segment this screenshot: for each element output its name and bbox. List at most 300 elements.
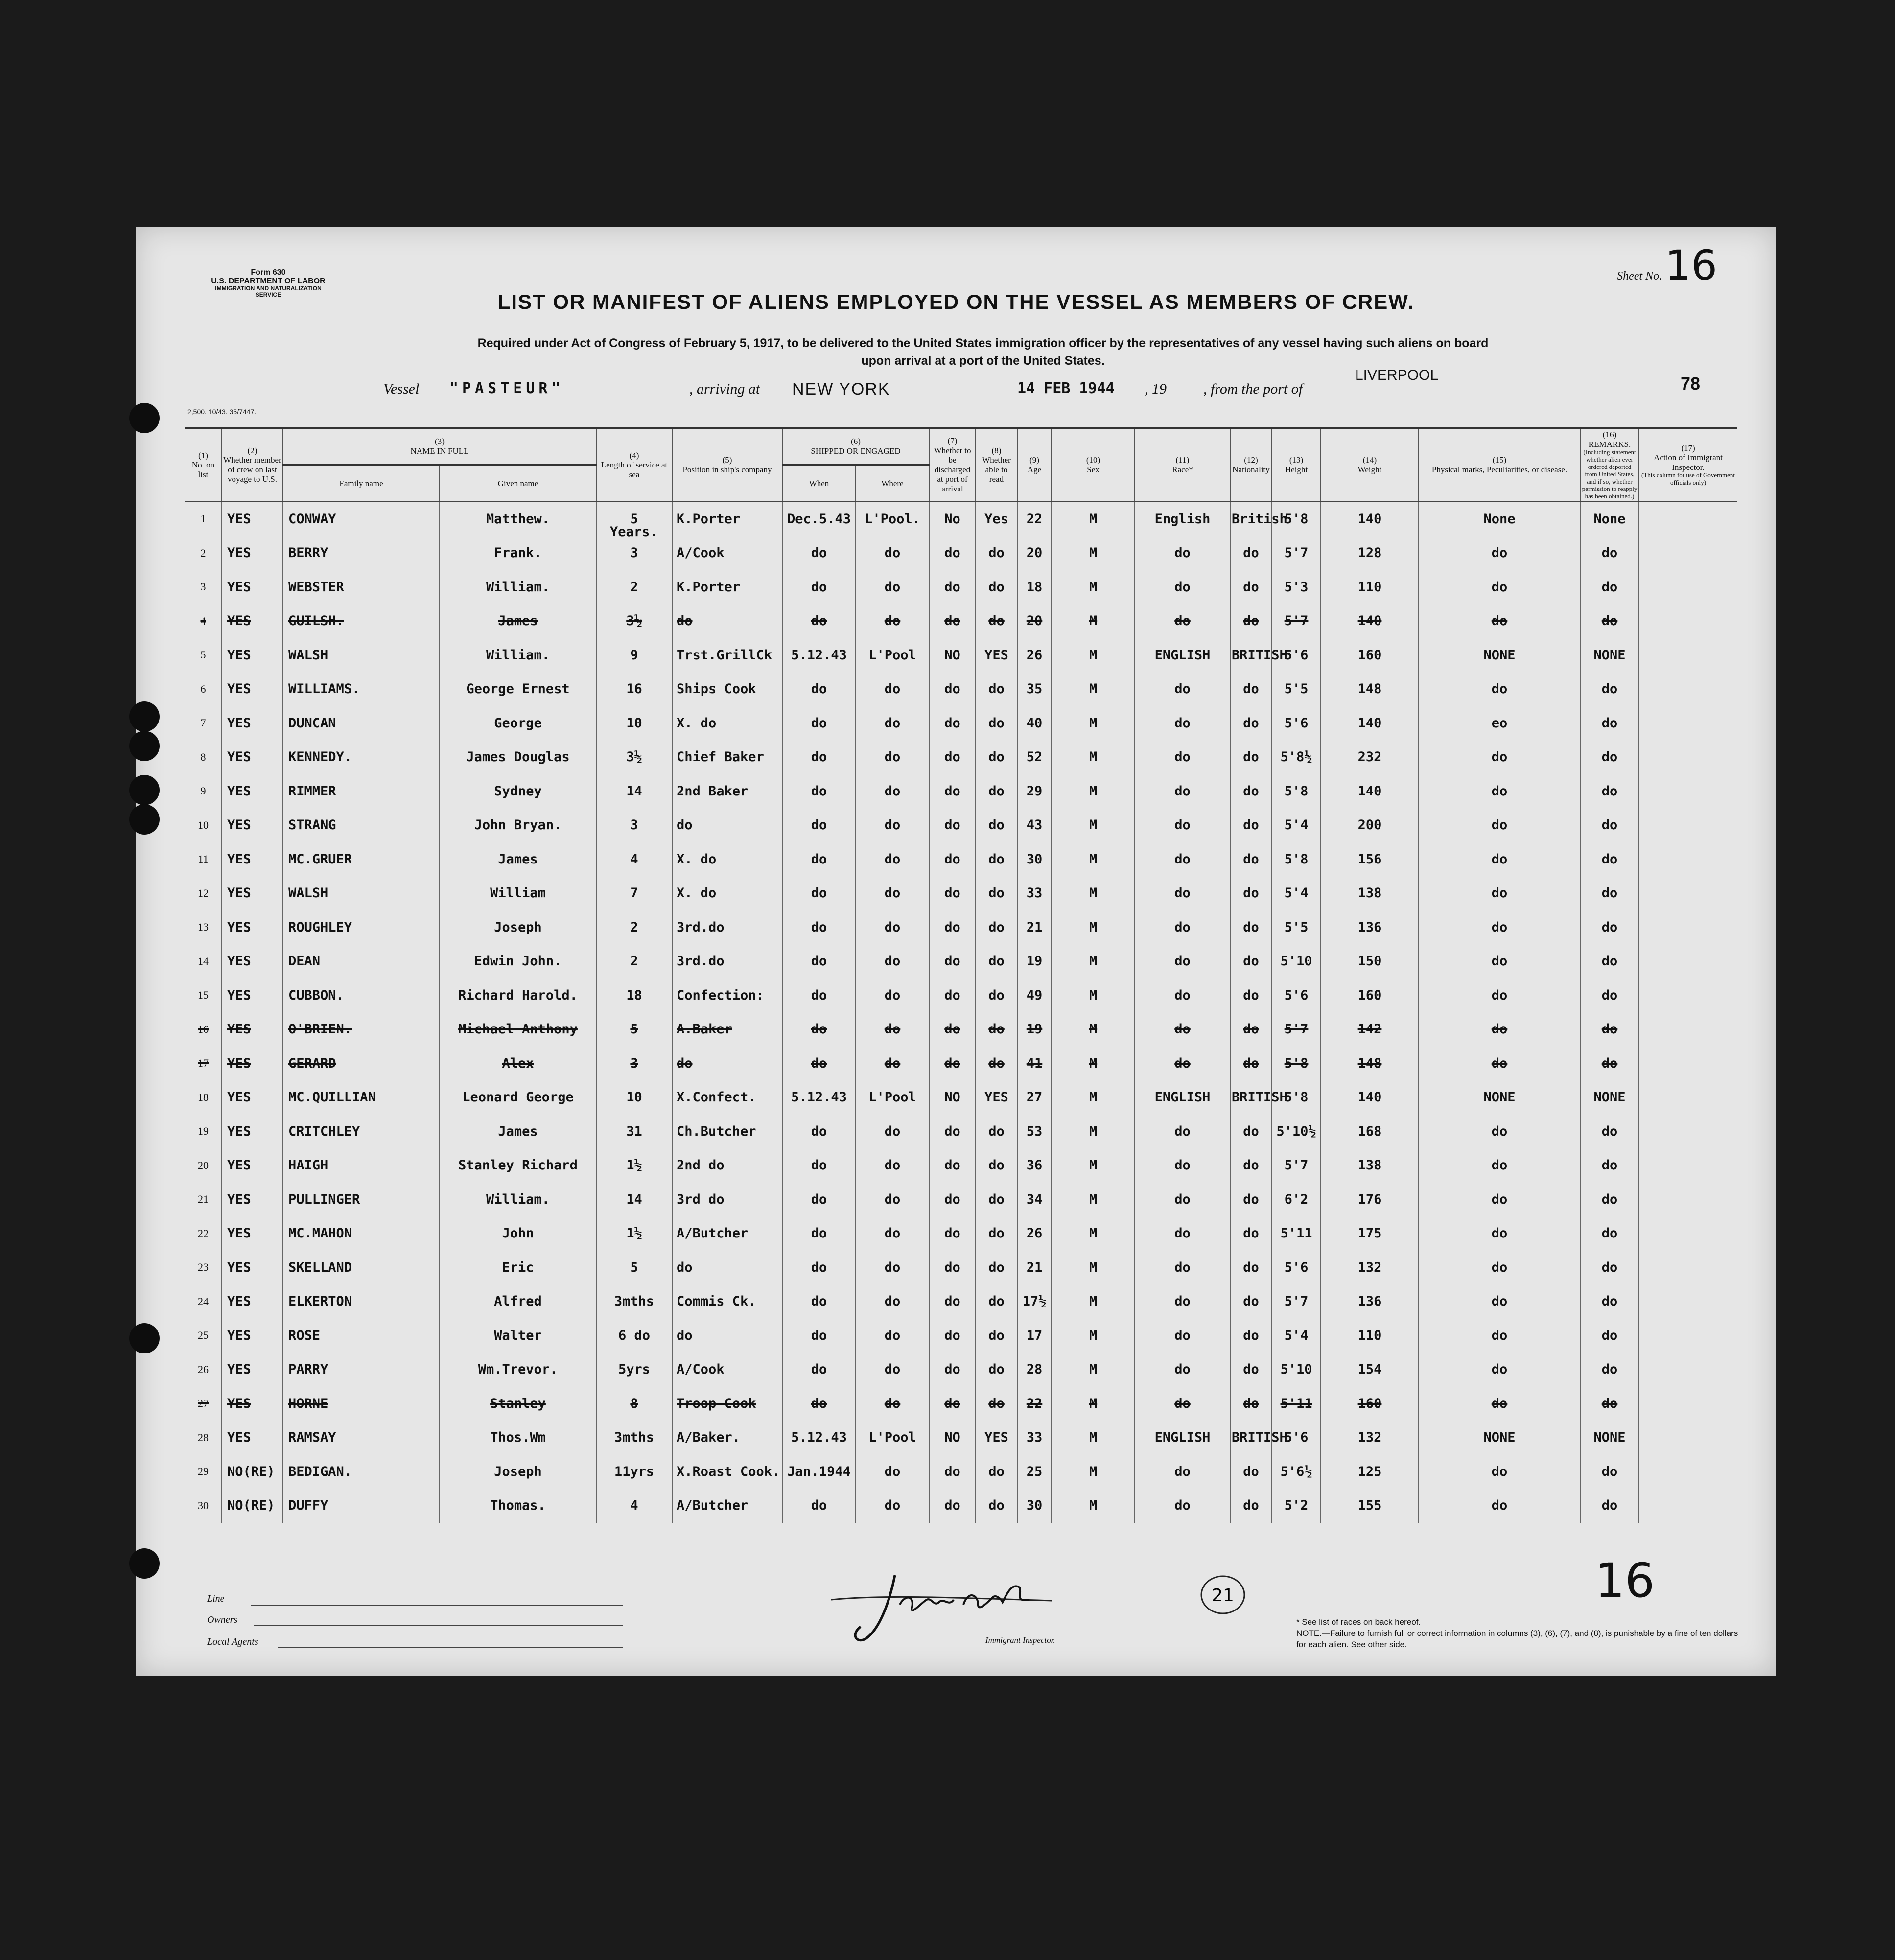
manifest-number: 78 [1680,373,1700,394]
position: do [672,1251,782,1285]
remarks: do [1580,672,1639,706]
arriving-label: , arriving at [689,381,760,397]
race: do [1135,1183,1230,1217]
crew-row [185,1319,1737,1353]
physical-marks: do [1419,672,1580,706]
row-number: 9 [185,774,222,809]
race: ENGLISH [1135,638,1230,673]
height: 5'8 [1272,842,1321,877]
height: 5'6½ [1272,1455,1321,1489]
shipped-where: do [856,1284,929,1319]
race: do [1135,979,1230,1013]
weight: 155 [1321,1489,1419,1523]
nationality: do [1230,1115,1272,1149]
able-to-read: do [976,944,1017,979]
race: do [1135,1251,1230,1285]
height: 5'10 [1272,944,1321,979]
remarks: do [1580,536,1639,570]
physical-marks: do [1419,1251,1580,1285]
remarks: NONE [1580,638,1639,673]
service-length: 1½ [596,1216,672,1251]
height: 5'4 [1272,1319,1321,1353]
family-name: PARRY [283,1353,440,1387]
last-voyage: YES [222,876,283,910]
family-name: O'BRIEN. [283,1012,440,1047]
given-name: George Ernest [440,672,596,706]
shipped-when: do [782,774,856,809]
row-number: 2 [185,536,222,570]
position: Ships Cook [672,672,782,706]
sex: M [1052,842,1135,877]
physical-marks: do [1419,979,1580,1013]
physical-marks: do [1419,774,1580,809]
nationality: do [1230,979,1272,1013]
sex: M [1052,979,1135,1013]
able-to-read: Yes [976,502,1017,537]
crew-row [185,706,1737,741]
inspector-action [1639,570,1737,605]
nationality: do [1230,774,1272,809]
age: 22 [1017,502,1052,537]
weight: 140 [1321,604,1419,638]
discharge: do [929,1319,976,1353]
race: ENGLISH [1135,1421,1230,1455]
given-name: Alex [440,1047,596,1081]
physical-marks: NONE [1419,1080,1580,1115]
physical-marks: do [1419,1455,1580,1489]
family-name: WALSH [283,876,440,910]
family-name: GERARD [283,1047,440,1081]
row-number: 22 [185,1216,222,1251]
inspector-action [1639,944,1737,979]
height: 5'4 [1272,808,1321,842]
race: do [1135,604,1230,638]
crew-row [185,910,1737,945]
inspector-action [1639,1115,1737,1149]
physical-marks: do [1419,876,1580,910]
physical-marks: do [1419,604,1580,638]
position: 3rd.do [672,944,782,979]
age: 18 [1017,570,1052,605]
physical-marks: do [1419,1183,1580,1217]
crew-row [185,1387,1737,1421]
last-voyage: YES [222,842,283,877]
nationality: BRITISH [1230,638,1272,673]
family-name: BERRY [283,536,440,570]
inspector-action [1639,1080,1737,1115]
height: 5'8½ [1272,740,1321,774]
race: do [1135,1353,1230,1387]
family-name: STRANG [283,808,440,842]
sex: M [1052,1012,1135,1047]
weight: 160 [1321,638,1419,673]
age: 34 [1017,1183,1052,1217]
weight: 200 [1321,808,1419,842]
inspector-action [1639,1183,1737,1217]
position: 2nd do [672,1148,782,1183]
remarks: do [1580,1455,1639,1489]
given-name: Alfred [440,1284,596,1319]
discharge: do [929,876,976,910]
remarks: do [1580,1319,1639,1353]
position: Chief Baker [672,740,782,774]
height: 5'6 [1272,1251,1321,1285]
height: 5'6 [1272,1421,1321,1455]
family-name: WALSH [283,638,440,673]
height: 5'2 [1272,1489,1321,1523]
discharge: do [929,570,976,605]
discharge: do [929,1284,976,1319]
last-voyage: YES [222,740,283,774]
race: do [1135,910,1230,945]
shipped-where: do [856,604,929,638]
crew-row [185,1148,1737,1183]
from-port: LIVERPOOL [1355,367,1439,383]
able-to-read: do [976,1148,1017,1183]
remarks: do [1580,1115,1639,1149]
sheet-number [1617,241,1717,289]
sex: M [1052,638,1135,673]
race: do [1135,842,1230,877]
sex: M [1052,536,1135,570]
crew-row [185,876,1737,910]
age: 29 [1017,774,1052,809]
nationality: do [1230,876,1272,910]
weight: 136 [1321,910,1419,945]
inspector-action [1639,1319,1737,1353]
age: 19 [1017,944,1052,979]
nationality: do [1230,706,1272,741]
discharge: do [929,842,976,877]
fine-note: NOTE.—Failure to furnish full or correct information in columns (3), (6), (7), and (8), is punishable by a fine of ten dollars for each alien. See other side. [1296,1628,1738,1649]
row-number: 5 [185,638,222,673]
race: do [1135,706,1230,741]
physical-marks: do [1419,944,1580,979]
shipped-where: L'Pool [856,638,929,673]
manifest-sheet [136,227,1776,1676]
race: do [1135,1148,1230,1183]
height: 5'5 [1272,910,1321,945]
nationality: do [1230,944,1272,979]
given-name: Frank. [440,536,596,570]
physical-marks: do [1419,1284,1580,1319]
nationality: BRITISH [1230,1080,1272,1115]
discharge: do [929,808,976,842]
age: 27 [1017,1080,1052,1115]
discharge: No [929,502,976,537]
binder-hole [129,1548,160,1579]
shipped-when: do [782,1047,856,1081]
service-length: 2 [596,570,672,605]
inspector-action [1639,1387,1737,1421]
service-length: 4 [596,1489,672,1523]
discharge: do [929,1455,976,1489]
col-height-header: (13) Height [1272,428,1321,502]
sex: M [1052,570,1135,605]
inspector-action [1639,706,1737,741]
discharge: do [929,672,976,706]
height: 5'8 [1272,502,1321,537]
shipped-when: do [782,1353,856,1387]
position: Trst.GrillCk [672,638,782,673]
col-nationality-header: (12) Nationality [1230,428,1272,502]
able-to-read: do [976,1115,1017,1149]
service-length: 18 [596,979,672,1013]
height: 5'4 [1272,876,1321,910]
able-to-read: do [976,536,1017,570]
height: 5'8 [1272,1047,1321,1081]
sex: M [1052,1387,1135,1421]
position: K.Porter [672,502,782,537]
age: 17 [1017,1319,1052,1353]
nationality: do [1230,1183,1272,1217]
last-voyage: NO(RE) [222,1489,283,1523]
shipped-where: do [856,1012,929,1047]
family-name: HORNE [283,1387,440,1421]
service-length: 3 [596,1047,672,1081]
shipped-when: do [782,1387,856,1421]
shipped-when: do [782,740,856,774]
crew-row [185,1251,1737,1285]
race: do [1135,944,1230,979]
able-to-read: YES [976,638,1017,673]
age: 26 [1017,638,1052,673]
shipped-when: do [782,1251,856,1285]
last-voyage: YES [222,808,283,842]
physical-marks: do [1419,536,1580,570]
inspector-action [1639,774,1737,809]
service-length: 4 [596,842,672,877]
height: 5'8 [1272,1080,1321,1115]
nationality: do [1230,604,1272,638]
row-number: 13 [185,910,222,945]
weight: 140 [1321,706,1419,741]
age: 30 [1017,1489,1052,1523]
shipped-where: do [856,876,929,910]
able-to-read: do [976,1353,1017,1387]
nationality: do [1230,910,1272,945]
weight: 175 [1321,1216,1419,1251]
shipped-when: do [782,1012,856,1047]
discharge: do [929,1387,976,1421]
shipped-where: do [856,910,929,945]
service-length: 1½ [596,1148,672,1183]
sex: M [1052,604,1135,638]
inspector-label: Immigrant Inspector. [985,1635,1055,1645]
row-number: 29 [185,1455,222,1489]
given-name: Matthew. [440,502,596,537]
physical-marks: NONE [1419,638,1580,673]
shipped-when: do [782,910,856,945]
position: X.Confect. [672,1080,782,1115]
sex: M [1052,740,1135,774]
shipped-where: do [856,1047,929,1081]
shipped-when: do [782,944,856,979]
year-label: , 19 [1145,381,1167,397]
able-to-read: do [976,1489,1017,1523]
sex: M [1052,1251,1135,1285]
col-position-header: (5) Position in ship's company [672,428,782,502]
physical-marks: do [1419,1489,1580,1523]
last-voyage: YES [222,1047,283,1081]
race: do [1135,570,1230,605]
col-last-voyage-header: (2) Whether member of crew on last voyage to U.S. [222,428,283,502]
nationality: do [1230,740,1272,774]
discharge: do [929,1148,976,1183]
row-number: 30 [185,1489,222,1523]
age: 22 [1017,1387,1052,1421]
shipped-where: do [856,570,929,605]
weight: 148 [1321,672,1419,706]
last-voyage: YES [222,672,283,706]
row-number: 19 [185,1115,222,1149]
race: do [1135,1319,1230,1353]
age: 33 [1017,1421,1052,1455]
nationality: do [1230,570,1272,605]
weight: 232 [1321,740,1419,774]
service-length: 2 [596,910,672,945]
remarks: do [1580,979,1639,1013]
service-length: 2 [596,944,672,979]
inspector-action [1639,1047,1737,1081]
physical-marks: do [1419,1012,1580,1047]
race: do [1135,536,1230,570]
last-voyage: NO(RE) [222,1455,283,1489]
family-name: PULLINGER [283,1183,440,1217]
row-number: 4 [185,604,222,638]
weight: 132 [1321,1251,1419,1285]
shipped-where: do [856,1251,929,1285]
age: 41 [1017,1047,1052,1081]
crew-row [185,1183,1737,1217]
physical-marks: do [1419,1353,1580,1387]
able-to-read: YES [976,1080,1017,1115]
page-subtitle [342,334,1624,370]
last-voyage: YES [222,910,283,945]
inspector-action [1639,876,1737,910]
nationality: do [1230,1455,1272,1489]
service-length: 5 [596,1251,672,1285]
remarks: None [1580,502,1639,537]
weight: 156 [1321,842,1419,877]
given-name: William. [440,1183,596,1217]
discharge: do [929,1115,976,1149]
line-field [251,1605,623,1606]
age: 21 [1017,910,1052,945]
crew-row [185,1421,1737,1455]
col-name-header: (3) NAME IN FULL [283,428,596,465]
able-to-read: do [976,1183,1017,1217]
crew-row [185,536,1737,570]
age: 40 [1017,706,1052,741]
crew-row [185,1047,1737,1081]
position: 3rd.do [672,910,782,945]
binder-hole [129,731,160,761]
nationality: do [1230,1387,1272,1421]
remarks: do [1580,1353,1639,1387]
sex: M [1052,706,1135,741]
footer [136,1553,1776,1676]
sex: M [1052,1148,1135,1183]
weight: 150 [1321,944,1419,979]
crew-row [185,1012,1737,1047]
shipped-where: do [856,1319,929,1353]
crew-table-body [185,502,1737,1523]
service-length: 5yrs [596,1353,672,1387]
remarks: do [1580,944,1639,979]
given-name: James [440,1115,596,1149]
race: do [1135,1284,1230,1319]
shipped-where: do [856,1489,929,1523]
family-name: ELKERTON [283,1284,440,1319]
inspector-action [1639,1455,1737,1489]
col-remarks-header: (16) REMARKS. (Including statement whether alien ever ordered deported from United States, and if so, whether permission to reapply has been obtained.) [1580,428,1639,502]
able-to-read: do [976,979,1017,1013]
last-voyage: YES [222,1183,283,1217]
service-length: 10 [596,706,672,741]
col-shipped-header: (6) SHIPPED OR ENGAGED [782,428,929,465]
position: K.Porter [672,570,782,605]
weight: 142 [1321,1012,1419,1047]
row-number: 17 [185,1047,222,1081]
shipped-when: do [782,672,856,706]
service-length: 9 [596,638,672,673]
height: 5'10 [1272,1353,1321,1387]
shipped-when: do [782,1183,856,1217]
height: 5'7 [1272,1012,1321,1047]
able-to-read: do [976,1455,1017,1489]
able-to-read: do [976,1251,1017,1285]
service-length: 5 [596,1012,672,1047]
discharge: do [929,1353,976,1387]
race: do [1135,1455,1230,1489]
position: X.Roast Cook. [672,1455,782,1489]
nationality: do [1230,1216,1272,1251]
circled-number [1198,1573,1247,1617]
sex: M [1052,1421,1135,1455]
col-discharge-header: (7) Whether to be discharged at port of arrival [929,428,976,502]
row-number: 11 [185,842,222,877]
last-voyage: YES [222,1319,283,1353]
shipped-where: do [856,672,929,706]
able-to-read: do [976,1216,1017,1251]
row-number: 8 [185,740,222,774]
col-service-header: (4) Length of service at sea [596,428,672,502]
col-weight-header: (14) Weight [1321,428,1419,502]
remarks: NONE [1580,1080,1639,1115]
physical-marks: do [1419,1047,1580,1081]
discharge: NO [929,1080,976,1115]
last-voyage: YES [222,944,283,979]
given-name: William. [440,638,596,673]
remarks: do [1580,1387,1639,1421]
discharge: do [929,706,976,741]
last-voyage: YES [222,1012,283,1047]
discharge: NO [929,1421,976,1455]
family-name: CUBBON. [283,979,440,1013]
able-to-read: do [976,706,1017,741]
able-to-read: do [976,876,1017,910]
discharge: do [929,979,976,1013]
able-to-read: do [976,672,1017,706]
given-name: James [440,842,596,877]
age: 21 [1017,1251,1052,1285]
position: do [672,808,782,842]
shipped-where: do [856,1148,929,1183]
inspector-action [1639,808,1737,842]
race: ENGLISH [1135,1080,1230,1115]
row-number: 28 [185,1421,222,1455]
